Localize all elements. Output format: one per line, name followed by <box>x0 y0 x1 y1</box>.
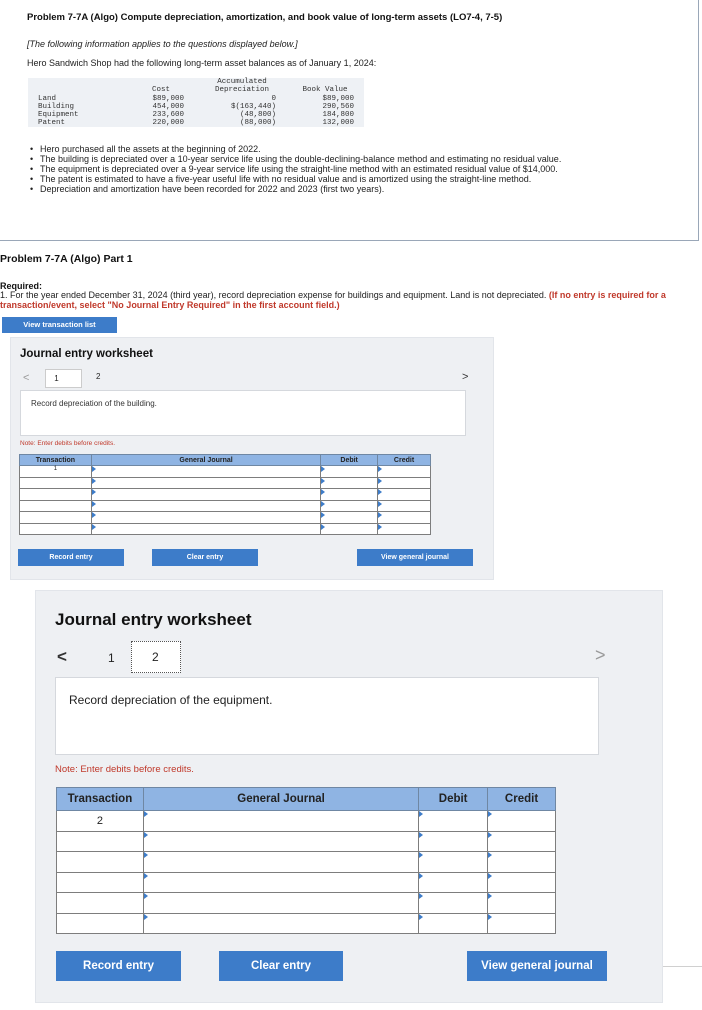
assumption-list <box>30 145 670 195</box>
transaction-number: 1 <box>20 466 92 478</box>
account-select[interactable] <box>91 466 320 478</box>
col-general-journal: General Journal <box>91 455 320 466</box>
debit-credit-note: Note: Enter debits before credits. <box>55 764 194 775</box>
debit-input[interactable] <box>321 500 378 512</box>
journal-table <box>19 454 431 535</box>
col-header-cost: Cost <box>151 86 170 94</box>
part-title: Problem 7-7A (Algo) Part 1 <box>0 253 133 265</box>
view-general-journal-button[interactable]: View general journal <box>467 951 607 981</box>
list-item: • Depreciation and amortization have been recorded for 2022 and 2023 (first two years). <box>30 185 670 195</box>
debit-input[interactable] <box>321 523 378 535</box>
clear-entry-button[interactable]: Clear entry <box>152 549 258 566</box>
record-entry-button[interactable]: Record entry <box>56 951 181 981</box>
account-select[interactable] <box>143 913 418 934</box>
debit-input[interactable] <box>419 811 488 832</box>
asset-book: 290,560 <box>322 103 354 111</box>
credit-input[interactable] <box>378 489 431 501</box>
page-tab-2[interactable]: 2 <box>131 641 181 673</box>
worksheet-title: Journal entry worksheet <box>55 610 252 629</box>
col-general-journal: General Journal <box>143 788 418 811</box>
credit-input[interactable] <box>488 811 556 832</box>
asset-book: 184,800 <box>322 111 354 119</box>
col-transaction: Transaction <box>57 788 144 811</box>
col-debit: Debit <box>321 455 378 466</box>
debit-input[interactable] <box>419 913 488 934</box>
col-header-book: Book Value <box>302 86 348 94</box>
credit-input[interactable] <box>378 477 431 489</box>
prev-arrow-icon[interactable]: < <box>57 647 67 666</box>
debit-credit-note: Note: Enter debits before credits. <box>20 440 116 447</box>
debit-input[interactable] <box>321 512 378 524</box>
table-row <box>20 477 431 489</box>
table-row <box>28 95 364 103</box>
asset-accum: $(163,440) <box>230 103 276 111</box>
credit-input[interactable] <box>378 523 431 535</box>
required-text <box>0 291 700 310</box>
required-instruction: 1. For the year ended December 31, 2024 (third year), record depreciation expense for buildings and equipment. Land is not depreciated. <box>0 290 547 300</box>
asset-name: Patent <box>38 119 66 127</box>
table-row <box>28 119 364 127</box>
col-credit: Credit <box>488 788 556 811</box>
table-row <box>57 913 556 934</box>
page-tab-2[interactable]: 2 <box>96 372 101 381</box>
table-row <box>20 489 431 501</box>
asset-name: Land <box>38 95 57 103</box>
account-select[interactable] <box>143 852 418 873</box>
asset-cost: $89,000 <box>152 95 184 103</box>
journal-table <box>56 787 556 934</box>
next-arrow-icon[interactable]: > <box>462 371 469 383</box>
asset-name: Equipment <box>38 111 79 119</box>
account-select[interactable] <box>143 893 418 914</box>
problem-note: [The following information applies to the questions displayed below.] <box>27 39 298 49</box>
table-row <box>57 852 556 873</box>
credit-input[interactable] <box>488 872 556 893</box>
credit-input[interactable] <box>488 893 556 914</box>
table-row <box>57 831 556 852</box>
asset-cost: 454,000 <box>152 103 184 111</box>
asset-cost: 220,000 <box>152 119 184 127</box>
required-warning: (If no entry is required for a transaction/event, select "No Journal Entry Required" in the first account field.) <box>0 290 666 310</box>
debit-input[interactable] <box>321 466 378 478</box>
table-row <box>20 466 431 478</box>
table-row <box>28 111 364 119</box>
required-label: Required: <box>0 281 43 291</box>
table-row <box>20 512 431 524</box>
worksheet-title: Journal entry worksheet <box>20 348 153 360</box>
account-select[interactable] <box>91 500 320 512</box>
list-item: • The patent is estimated to have a five-year useful life with no residual value and is amortized using the straight-line method. <box>30 175 670 185</box>
account-select[interactable] <box>143 872 418 893</box>
col-transaction: Transaction <box>20 455 92 466</box>
clear-entry-button[interactable]: Clear entry <box>219 951 343 981</box>
credit-input[interactable] <box>488 852 556 873</box>
table-row <box>57 893 556 914</box>
account-select[interactable] <box>143 811 418 832</box>
view-general-journal-button[interactable]: View general journal <box>357 549 473 566</box>
prev-arrow-icon[interactable]: < <box>23 372 30 384</box>
col-header-accum-2: Depreciation <box>214 86 269 94</box>
table-row <box>57 872 556 893</box>
table-row <box>20 523 431 535</box>
debit-input[interactable] <box>419 893 488 914</box>
entry-description: Record depreciation of the building. <box>31 399 157 408</box>
list-item: • Hero purchased all the assets at the beginning of 2022. <box>30 145 670 155</box>
col-debit: Debit <box>419 788 488 811</box>
account-select[interactable] <box>91 523 320 535</box>
account-select[interactable] <box>91 512 320 524</box>
problem-title: Problem 7-7A (Algo) Compute depreciation, amortization, and book value of long-term assets (LO7-4, 7-5) <box>27 12 503 23</box>
journal-worksheet-small <box>10 337 494 580</box>
col-credit: Credit <box>378 455 431 466</box>
asset-balance-table <box>28 78 364 127</box>
page-tab-1[interactable]: 1 <box>45 369 82 388</box>
entry-description-box <box>55 677 599 755</box>
asset-accum: (48,800) <box>239 111 276 119</box>
list-item: • The building is depreciated over a 10-year service life using the double-declining-balance method and estimating no residual value. <box>30 155 670 165</box>
asset-book: $89,000 <box>322 95 354 103</box>
credit-input[interactable] <box>378 512 431 524</box>
asset-accum: 0 <box>271 95 276 103</box>
table-row <box>20 500 431 512</box>
credit-input[interactable] <box>488 913 556 934</box>
asset-name: Building <box>38 103 75 111</box>
entry-description-box <box>20 390 466 436</box>
account-select[interactable] <box>91 489 320 501</box>
view-transaction-list-button[interactable]: View transaction list <box>2 317 117 333</box>
asset-accum: (88,000) <box>239 119 276 127</box>
problem-intro: Hero Sandwich Shop had the following long-term asset balances as of January 1, 2024: <box>27 58 377 68</box>
table-row <box>28 103 364 111</box>
account-select[interactable] <box>91 477 320 489</box>
account-select[interactable] <box>143 831 418 852</box>
journal-worksheet-large <box>35 590 663 1003</box>
transaction-number: 2 <box>57 811 144 832</box>
credit-input[interactable] <box>378 466 431 478</box>
debit-input[interactable] <box>321 477 378 489</box>
record-entry-button[interactable]: Record entry <box>18 549 124 566</box>
debit-input[interactable] <box>321 489 378 501</box>
problem-panel <box>0 0 699 241</box>
page-tab-1[interactable]: 1 <box>108 651 115 665</box>
credit-input[interactable] <box>488 831 556 852</box>
table-row <box>57 811 556 832</box>
next-arrow-icon[interactable]: > <box>595 645 606 665</box>
debit-input[interactable] <box>419 852 488 873</box>
divider <box>663 966 702 967</box>
debit-input[interactable] <box>419 831 488 852</box>
asset-book: 132,000 <box>322 119 354 127</box>
asset-cost: 233,600 <box>152 111 184 119</box>
list-item: • The equipment is depreciated over a 9-year service life using the straight-line method with an estimated residual value of $14,000. <box>30 165 670 175</box>
entry-description: Record depreciation of the equipment. <box>69 693 273 707</box>
col-header-accum-1: Accumulated <box>217 78 267 86</box>
credit-input[interactable] <box>378 500 431 512</box>
debit-input[interactable] <box>419 872 488 893</box>
